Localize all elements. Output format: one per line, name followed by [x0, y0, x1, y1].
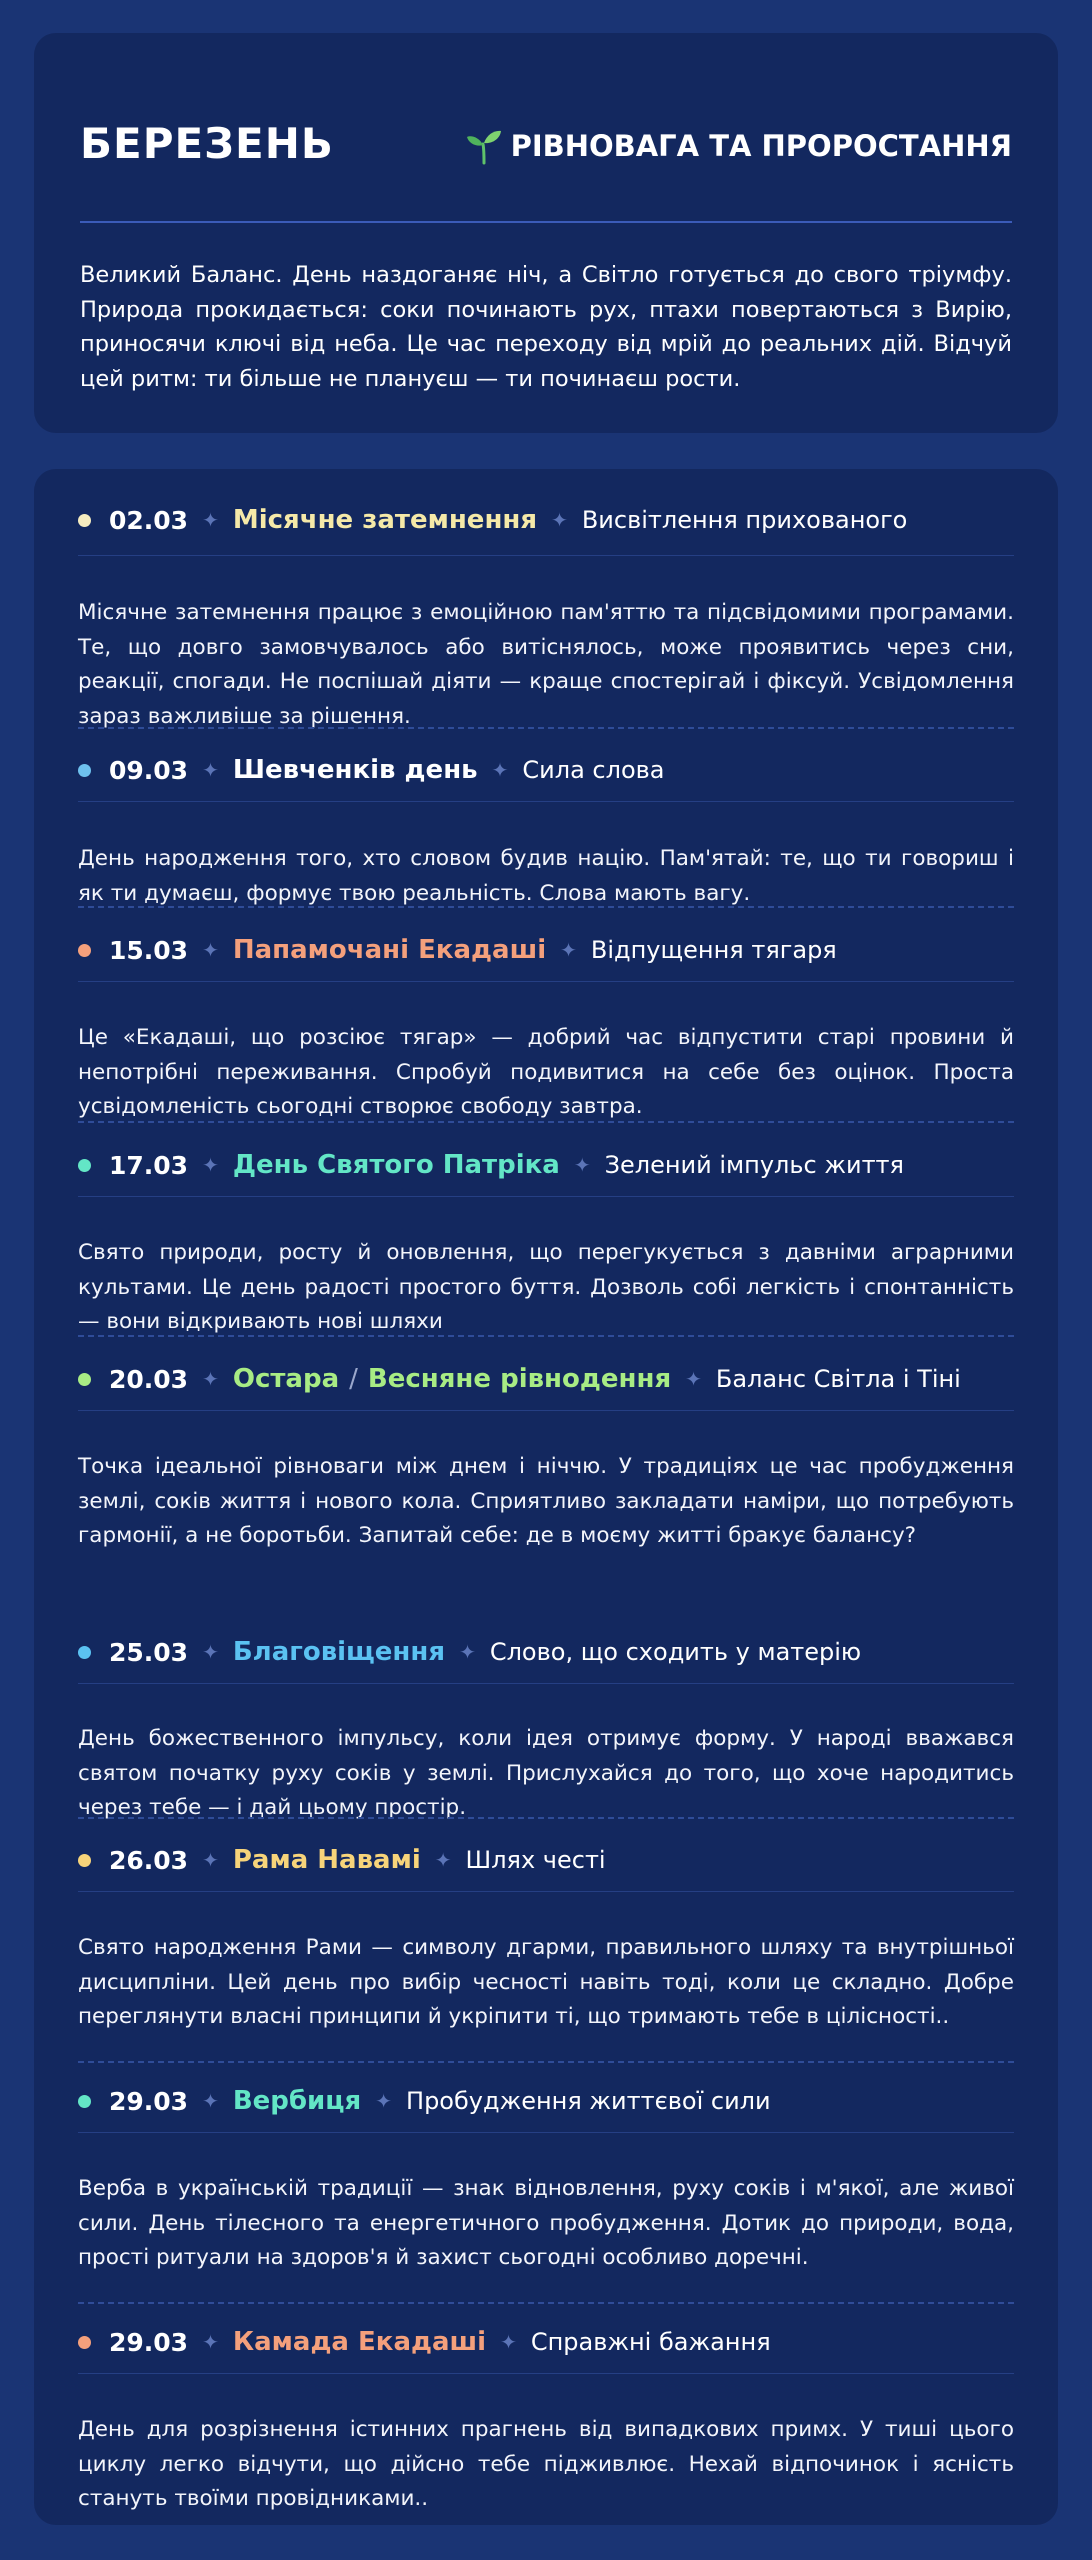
event-name-separator: /: [349, 1364, 358, 1394]
event-dot: [78, 2336, 91, 2349]
sprout-icon: [465, 127, 503, 165]
event-header-divider: [78, 1683, 1014, 1684]
event-dot: [78, 2095, 91, 2108]
event-date: 29.03: [109, 2327, 189, 2357]
event-item: [78, 500, 1014, 729]
sparkle-separator-icon: ✦: [500, 2330, 517, 2354]
event-description: День для розрізнення істинних прагнень від випадкових примх. У тиші цього циклу легко відчути, що дійсно тебе підживлює. Нехай відпочинок і ясність стануть твоїми провідниками..: [78, 2417, 1014, 2511]
event-subtitle: Слово, що сходить у матерію: [489, 1638, 862, 1666]
month-theme-label: РІВНОВАГА ТА ПРОРОСТАННЯ: [510, 129, 1012, 163]
event-description: День божественного імпульсу, коли ідея отримує форму. У народі вважався святом початку руху соків у землі. Прислухайся до того, що хоче народитись через тебе — і дай цьому простір.: [78, 1726, 1014, 1820]
event-name: Вербиця: [232, 2086, 362, 2116]
event-name: День Святого Патріка: [232, 1150, 560, 1180]
event-description: Верба в українській традиції — знак відновлення, руху соків і м'якої, але живої сили. День тілесного та енергетичного пробудження. Дотик до природи, вода, прості ритуали на здоров'я й захист сьогодні особливо доречні.: [78, 2176, 1014, 2270]
event-header: [78, 500, 1014, 540]
sparkle-separator-icon: ✦: [551, 508, 568, 532]
sparkle-separator-icon: ✦: [202, 1153, 219, 1177]
event-subtitle: Пробудження життєвої сили: [406, 2087, 771, 2115]
sparkle-separator-icon: ✦: [491, 758, 509, 782]
event-item: [78, 1145, 1014, 1334]
event-description: Точка ідеальної рівноваги між днем і ніччю. У традиціях це час пробудження землі, соків життя і нового кола. Сприятливо закладати наміри, що потребують гармонії, а не боротьби. Запитай себе: де в моєму житті бракує балансу?: [78, 1454, 1014, 1548]
event-date: 02.03: [109, 505, 189, 535]
event-name-part: Остара: [232, 1364, 340, 1394]
event-name-part: Весняне рівнодення: [367, 1364, 672, 1394]
event-separator: [78, 727, 1014, 729]
sparkle-separator-icon: ✦: [202, 2330, 219, 2354]
event-name: Місячне затемнення: [232, 505, 538, 535]
sparkle-separator-icon: ✦: [560, 938, 577, 962]
event-dot: [78, 764, 91, 777]
event-name: Шевченків день: [232, 755, 478, 785]
event-header-divider: [78, 1196, 1014, 1197]
event-separator: [78, 2061, 1014, 2063]
event-header: [78, 2322, 1014, 2362]
event-dot: [78, 944, 91, 957]
event-item: [78, 750, 1014, 906]
event-name: Камада Екадаші: [232, 2327, 487, 2357]
event-dot: [78, 1159, 91, 1172]
event-header: [78, 1632, 1014, 1672]
event-header-divider: [78, 1891, 1014, 1892]
event-date: 17.03: [109, 1150, 189, 1180]
event-item: [78, 2081, 1014, 2270]
sparkle-separator-icon: ✦: [202, 1640, 219, 1664]
sparkle-separator-icon: ✦: [375, 2089, 393, 2113]
sparkle-separator-icon: ✦: [573, 1153, 591, 1177]
event-name: Благовіщення: [232, 1637, 446, 1667]
event-date: 09.03: [109, 755, 189, 785]
month-title: БЕРЕЗЕНЬ: [80, 119, 334, 168]
event-subtitle: Шлях честі: [465, 1846, 606, 1874]
sparkle-separator-icon: ✦: [434, 1848, 452, 1872]
event-separator: [78, 1121, 1014, 1123]
events-card: [34, 469, 1058, 2525]
month-header-card: [34, 33, 1058, 433]
event-name: Папамочані Екадаші: [232, 935, 547, 965]
sparkle-separator-icon: ✦: [202, 508, 219, 532]
event-item: [78, 930, 1014, 1119]
event-description: Свято природи, росту й оновлення, що перегукується з давніми аграрними культами. Це день радості простого буття. Дозволь собі легкість і спонтанність — вони відкривають нові шляхи: [78, 1240, 1014, 1334]
event-name: Рама Навамі: [232, 1845, 421, 1875]
event-dot: [78, 1373, 91, 1386]
event-date: 26.03: [109, 1845, 189, 1875]
event-date: 29.03: [109, 2086, 189, 2116]
month-theme: [465, 127, 1012, 165]
event-item: [78, 1632, 1014, 1820]
event-item: [78, 2322, 1014, 2511]
sparkle-separator-icon: ✦: [685, 1367, 702, 1391]
event-header: [78, 1145, 1014, 1185]
event-dot: [78, 514, 91, 527]
event-header: [78, 1840, 1014, 1880]
event-separator: [78, 906, 1014, 908]
event-description: Місячне затемнення працює з емоційною пам'яттю та підсвідомими програмами. Те, що довго замовчувалось або витіснялось, може проявитись через сни, реакції, спогади. Не поспішай діяти — краще спостерігай і фіксуй. Усвідомлення зараз важливіше за рішення.: [78, 600, 1014, 729]
event-separator: [78, 1817, 1014, 1819]
event-subtitle: Висвітлення прихованого: [581, 506, 908, 534]
event-date: 20.03: [109, 1364, 189, 1394]
sparkle-separator-icon: ✦: [202, 2089, 219, 2113]
event-item: [78, 1840, 1014, 2029]
event-header: [78, 930, 1014, 970]
event-date: 15.03: [109, 935, 189, 965]
event-description: Це «Екадаші, що розсіює тягар» — добрий час відпустити старі провини й непотрібні переживання. Спробуй подивитися на себе без оцінок. Проста усвідомленість сьогодні створює свободу завтра.: [78, 1025, 1014, 1119]
header-divider: [80, 221, 1012, 223]
event-dot: [78, 1646, 91, 1659]
event-header: [78, 750, 1014, 790]
event-dot: [78, 1854, 91, 1867]
event-header: [78, 1359, 1014, 1399]
event-header-divider: [78, 801, 1014, 802]
event-header-divider: [78, 555, 1014, 556]
event-description: День народження того, хто словом будив націю. Пам'ятай: те, що ти говориш і як ти думаєш, формує твою реальність. Слова мають вагу.: [78, 846, 1014, 906]
event-subtitle: Відпущення тягаря: [590, 936, 837, 964]
sparkle-separator-icon: ✦: [202, 1848, 219, 1872]
sparkle-separator-icon: ✦: [202, 1367, 219, 1391]
event-date: 25.03: [109, 1637, 189, 1667]
header-top-row: [80, 85, 1012, 205]
event-subtitle: Сила слова: [522, 756, 665, 784]
event-description: Свято народження Рами — символу дгарми, правильного шляху та внутрішньої дисципліни. Цей день про вибір чесності навіть тоді, коли це складно. Добре переглянути власні принципи й укріпити ті, що тримають тебе в цілісності..: [78, 1935, 1014, 2029]
event-separator: [78, 1335, 1014, 1337]
event-item: [78, 1359, 1014, 1548]
sparkle-separator-icon: ✦: [202, 758, 219, 782]
sparkle-separator-icon: ✦: [202, 938, 219, 962]
event-subtitle: Баланс Світла і Тіні: [715, 1365, 961, 1393]
event-header-divider: [78, 2132, 1014, 2133]
sparkle-separator-icon: ✦: [459, 1640, 476, 1664]
event-header-divider: [78, 1410, 1014, 1411]
event-header: [78, 2081, 1014, 2121]
event-header-divider: [78, 2373, 1014, 2374]
event-subtitle: Справжні бажання: [530, 2328, 771, 2356]
event-header-divider: [78, 981, 1014, 982]
month-intro-text: Великий Баланс. День наздоганяє ніч, а Світло готується до свого тріумфу. Природа прокидається: соки починають рух, птахи повертаються з Вирію, приносячи ключі від неба. Це час переходу від мрій до реальних дій. Відчуй цей ритм: ти більше не плануєш — ти починаєш рости.: [80, 262, 1012, 392]
event-separator: [78, 2302, 1014, 2304]
event-subtitle: Зелений імпульс життя: [604, 1151, 904, 1179]
